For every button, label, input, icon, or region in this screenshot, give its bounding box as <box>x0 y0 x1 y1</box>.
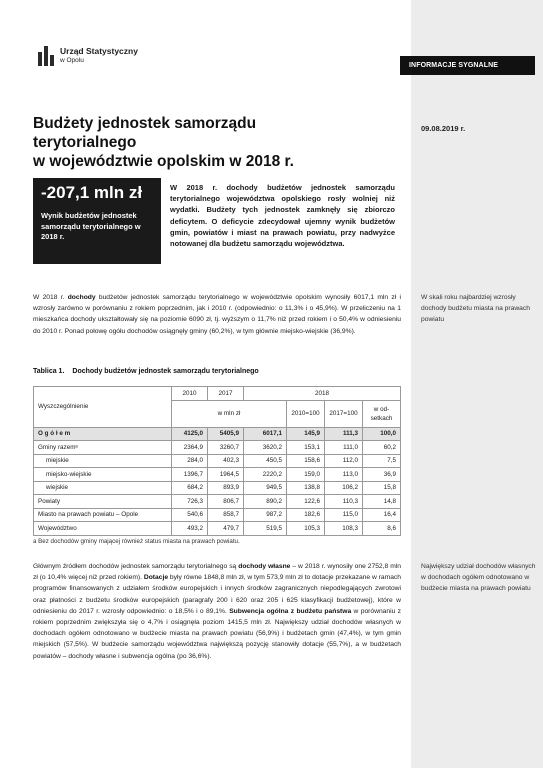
cell-c1: 1396,7 <box>172 468 208 482</box>
cell-c4: 122,6 <box>287 495 325 509</box>
p2-text-a: Głównym źródłem dochodów jednostek samorządu terytorialnego są <box>33 563 239 570</box>
cell-c4: 182,6 <box>287 508 325 522</box>
p2-text-c: – w 2018 r. wynosiły one 2752,8 mln zł (o 10,4% więcej niż przed rokiem). <box>33 563 401 582</box>
cell-c5: 112,0 <box>325 454 363 468</box>
cell-c5: 108,3 <box>325 522 363 536</box>
table-row <box>34 495 401 509</box>
table-row <box>34 427 401 441</box>
cell-c5: 111,3 <box>325 427 363 441</box>
table-footnote: a Bez dochodów gminy mającej również status miasta na prawach powiatu. <box>33 538 240 545</box>
p1-bold-dochody: dochody <box>67 294 96 301</box>
cell-c6: 8,6 <box>363 522 401 536</box>
cell-c3: 987,2 <box>244 508 287 522</box>
row-label: Województwo <box>34 522 172 536</box>
side-note-1: W skali roku najbardziej wzrosły dochody budżetu miasta na prawach powiatu <box>421 294 530 323</box>
cell-c5: 115,0 <box>325 508 363 522</box>
right-sidebar-panel <box>411 0 543 768</box>
cell-c3: 519,5 <box>244 522 287 536</box>
cell-c2: 858,7 <box>208 508 244 522</box>
cell-c4: 158,6 <box>287 454 325 468</box>
cell-c4: 153,1 <box>287 441 325 455</box>
table-row <box>34 468 401 482</box>
table-title: Dochody budżetów jednostek samorządu terytorialnego <box>72 368 259 375</box>
row-label: Gminy razemᵃ <box>34 441 172 455</box>
cell-c5: 106,2 <box>325 481 363 495</box>
cell-c1: 684,2 <box>172 481 208 495</box>
logo-icon <box>38 46 56 66</box>
row-label: miejsko-wiejskie <box>34 468 172 482</box>
table-caption <box>33 368 267 375</box>
section-badge: INFORMACJE SYGNALNE <box>400 56 535 75</box>
p2-bold-own-income: dochody własne <box>238 563 291 570</box>
cell-c5: 111,0 <box>325 441 363 455</box>
cell-c4: 145,9 <box>287 427 325 441</box>
header-2010: 2010 <box>172 387 208 401</box>
paragraph-income <box>33 292 401 337</box>
kpi-label: Wynik budżetów jednostek samorządu terytorialnego w 2018 r. <box>41 211 141 241</box>
title-line1: Budżety jednostek samorządu terytorialnego <box>33 115 257 151</box>
cell-c3: 2220,2 <box>244 468 287 482</box>
lead-paragraph: W 2018 r. dochody budżetów jednostek samorządu terytorialnego województwa opolskiego rosły wolniej niż wydatki. Budżety tych jednostek zamknęły się zbiorczo deficytem. O deficycie zdecydował ujemny wynik budżetów gmin, powiatów i miast na prawach powiatu, przy nadwyżce notowanej dla budżetu samorządu województwa. <box>170 183 395 249</box>
cell-c1: 4125,0 <box>172 427 208 441</box>
cell-c6: 100,0 <box>363 427 401 441</box>
table-number: Tablica 1. <box>33 368 65 375</box>
cell-c5: 113,0 <box>325 468 363 482</box>
cell-c1: 726,3 <box>172 495 208 509</box>
cell-c1: 284,0 <box>172 454 208 468</box>
row-label: Miasto na prawach powiatu – Opole <box>34 508 172 522</box>
cell-c2: 1964,5 <box>208 468 244 482</box>
row-label: miejskie <box>34 454 172 468</box>
title-line2: w województwie opolskim w 2018 r. <box>33 153 294 170</box>
header-idx2017: 2017=100 <box>325 400 363 427</box>
p2-bold-subsidy: Subwencja ogólna z budżetu państwa <box>229 607 352 615</box>
p1-text-c: budżetów jednostek samorządu terytorialnego w województwie opolskim wynosiły 6017,1 mln zł i wzrosły zarówno w porównaniu z rokiem poprzednim, jak i 2010 r. (odpowiednio: o 11,3% i o 45,9%). W przeliczeniu na 1 mieszkańca dochody ukształtowały się na poziomie 6090 zł, tj. wyższym o 11,7% niż przed rokiem i o 50,4% w odniesieniu do 2010 r. Ponad połowę ogółu dochodów osiągnęły gminy (60,2%), w tym głównie miejsko-wiejskie (36,9%). <box>33 294 401 335</box>
cell-c1: 540,6 <box>172 508 208 522</box>
header-unit: w mln zł <box>172 400 287 427</box>
p2-text-e: były równe 1848,8 mln zł, w tym 573,9 mln zł to dotacje przekazane w ramach programów finansowanych z udziałem środków europejskich i innych środków zagranicznych niepodlegających zwrotowi oraz płatności z budżetu środków europejskich (paragrafy 200 i 620 oraz 205 i 625 klasyfikacji budżetowej), które w odniesieniu do 2017 r. wzrosły odpowiednio: o 18,5% i o 89,1%. <box>33 574 401 615</box>
cell-c2: 479,7 <box>208 522 244 536</box>
p2-bold-grants: Dotacje <box>143 574 169 582</box>
cell-c6: 16,4 <box>363 508 401 522</box>
logo <box>38 46 138 66</box>
cell-c6: 7,5 <box>363 454 401 468</box>
logo-line1: Urząd Statystyczny <box>60 46 138 56</box>
p1-text-a: W 2018 r. <box>33 294 68 301</box>
table-row <box>34 481 401 495</box>
income-table <box>33 386 401 536</box>
cell-c3: 6017,1 <box>244 427 287 441</box>
kpi-value: -207,1 mln zł <box>41 183 143 202</box>
row-label: O g ó ł e m <box>34 427 172 441</box>
cell-c2: 806,7 <box>208 495 244 509</box>
cell-c1: 2364,9 <box>172 441 208 455</box>
publication-date: 09.08.2019 r. <box>421 124 466 133</box>
page-title <box>33 114 363 171</box>
cell-c3: 890,2 <box>244 495 287 509</box>
side-note-2: Największy udział dochodów własnych w dochodach ogółem odnotowano w budżecie miasta na prawach powiatu <box>421 563 536 592</box>
header-label: Wyszczególnienie <box>34 387 172 428</box>
header-share: w od-setkach <box>363 400 401 427</box>
cell-c5: 110,3 <box>325 495 363 509</box>
cell-c3: 450,5 <box>244 454 287 468</box>
cell-c1: 493,2 <box>172 522 208 536</box>
header-2017: 2017 <box>208 387 244 401</box>
cell-c6: 36,9 <box>363 468 401 482</box>
cell-c2: 5405,9 <box>208 427 244 441</box>
table-row <box>34 508 401 522</box>
table-row <box>34 441 401 455</box>
paragraph-sources <box>33 561 401 662</box>
p2-text-g: w porównaniu z rokiem poprzednim zwiększyła się o 4,7% i osiągnęła poziom 1415,5 mln zł. Największy udział dochodów własnych w dochodach ogółem odnotowano w budżecie miasta na prawach powiatu (56,9%) i budżetach gmin (47,4%), w tym gmin miejskich (57,5%). W budżecie samorządu województwa największą pozycję stanowiły dotacje (55,7%), a w budżetach powiatów – dochody własne i subwencja ogólna (po 36,6%). <box>33 607 402 660</box>
cell-c3: 3620,2 <box>244 441 287 455</box>
row-label: Powiaty <box>34 495 172 509</box>
cell-c6: 60,2 <box>363 441 401 455</box>
logo-line2: w Opolu <box>60 57 84 64</box>
cell-c2: 3260,7 <box>208 441 244 455</box>
cell-c3: 949,5 <box>244 481 287 495</box>
table-row <box>34 522 401 536</box>
cell-c4: 159,0 <box>287 468 325 482</box>
cell-c6: 14,8 <box>363 495 401 509</box>
cell-c4: 105,3 <box>287 522 325 536</box>
table-row <box>34 454 401 468</box>
cell-c2: 402,3 <box>208 454 244 468</box>
cell-c2: 893,9 <box>208 481 244 495</box>
cell-c6: 15,8 <box>363 481 401 495</box>
table-body <box>34 427 401 535</box>
header-2018: 2018 <box>244 387 401 401</box>
cell-c4: 138,8 <box>287 481 325 495</box>
header-idx2010: 2010=100 <box>287 400 325 427</box>
kpi-box <box>33 178 161 264</box>
row-label: wiejskie <box>34 481 172 495</box>
